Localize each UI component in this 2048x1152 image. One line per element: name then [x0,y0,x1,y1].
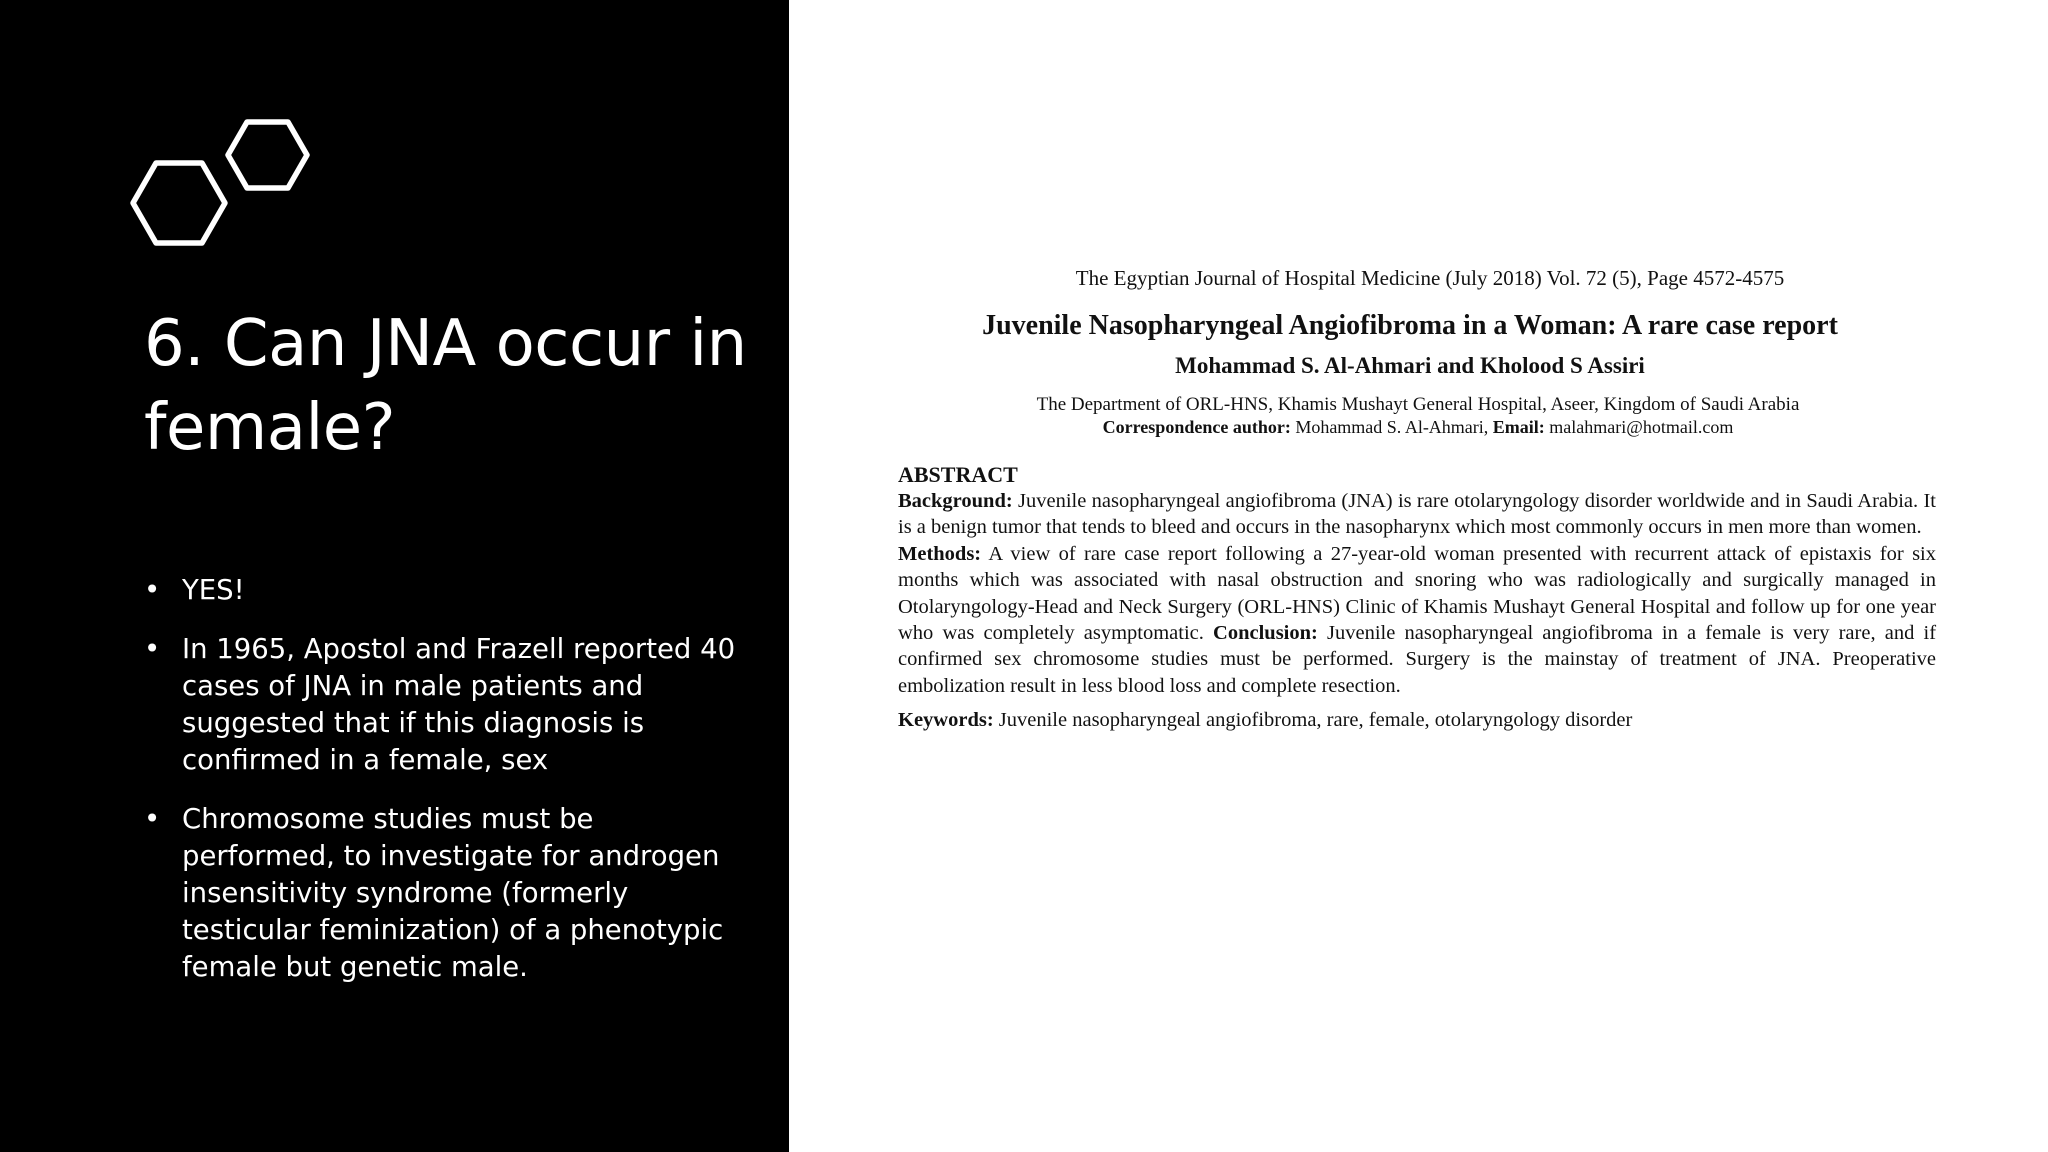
journal-citation: The Egyptian Journal of Hospital Medicine (July 2018) Vol. 72 (5), Page 4572-4575 [1075,266,1785,290]
bullet-text: In 1965, Apostol and Frazell reported 40 cases of JNA in male patients and suggested that if this diagnosis is confirmed in a female, sex [182,633,736,776]
abstract-background [884,488,1936,541]
bullet-text: YES! [182,574,245,606]
correspondence-name: Mohammad S. Al-Ahmari, [1295,417,1489,437]
paper-abstract-image [884,264,1936,733]
bullet-item [144,801,744,986]
keywords-label: Keywords: [898,709,994,732]
left-panel [0,0,789,1152]
bullet-glyph: • [144,803,161,835]
abstract-methods [884,541,1936,699]
bullet-glyph: • [144,574,161,606]
conclusion-text: Juvenile nasopharyngeal angiofibroma in a female is very rare, and if confirmed sex chromosome studies must be performed. Surgery is the mainstay of treatment of JNA. Preoperative embolization result in less blood loss and complete resection. [898,622,1937,697]
background-label: Background: [898,490,1013,512]
bullet-glyph: • [144,633,161,665]
paper-affiliation: The Department of ORL-HNS, Khamis Mushayt General Hospital, Aseer, Kingdom of Saudi Arabia [1036,394,1800,415]
abstract-heading: ABSTRACT [898,462,1018,487]
keywords-text: Juvenile nasopharyngeal angiofibroma, rare, female, otolaryngology disorder [998,709,1633,732]
methods-text: A view of rare case report following a 27-year-old woman presented with recurrent attack of epistaxis for six months which was associated with nasal obstruction and snoring who was radiologically and surgically managed in Otolaryngology-Head and Neck Surgery (ORL-HNS) Clinic of Khamis Mushayt General Hospital and follow up for one year who was completely asymptomatic. [898,542,1936,645]
bullet-text: Chromosome studies must be performed, to investigate for androgen insensitivity syndrome (formerly testicular feminization) of a phenotypic female but genetic male. [182,803,724,983]
methods-label: Methods: [898,542,982,565]
bullet-list [144,572,744,1008]
keywords-line [884,707,1936,733]
conclusion-label: Conclusion: [1213,622,1318,645]
email-label: Email: [1492,417,1545,437]
slide-title: 6. Can JNA occur in female? [144,307,747,465]
paper-authors: Mohammad S. Al-Ahmari and Kholood S Assiri [1175,353,1645,378]
correspondence-label: Correspondence author: [1102,417,1291,437]
background-text: Juvenile nasopharyngeal angiofibroma (JNA) is rare otolaryngology disorder worldwide and in Saudi Arabia. It is a benign tumor that tends to bleed and occurs in the nasopharynx which most commonly occurs in men more than women. [898,490,1937,539]
paper-title: Juvenile Nasopharyngeal Angiofibroma in a Woman: A rare case report [982,310,1838,341]
hexagons-icon [124,108,330,264]
bullet-item [144,631,744,779]
correspondence-line [884,416,1936,438]
bullet-item [144,572,744,609]
email-address: malahmari@hotmail.com [1549,417,1734,437]
